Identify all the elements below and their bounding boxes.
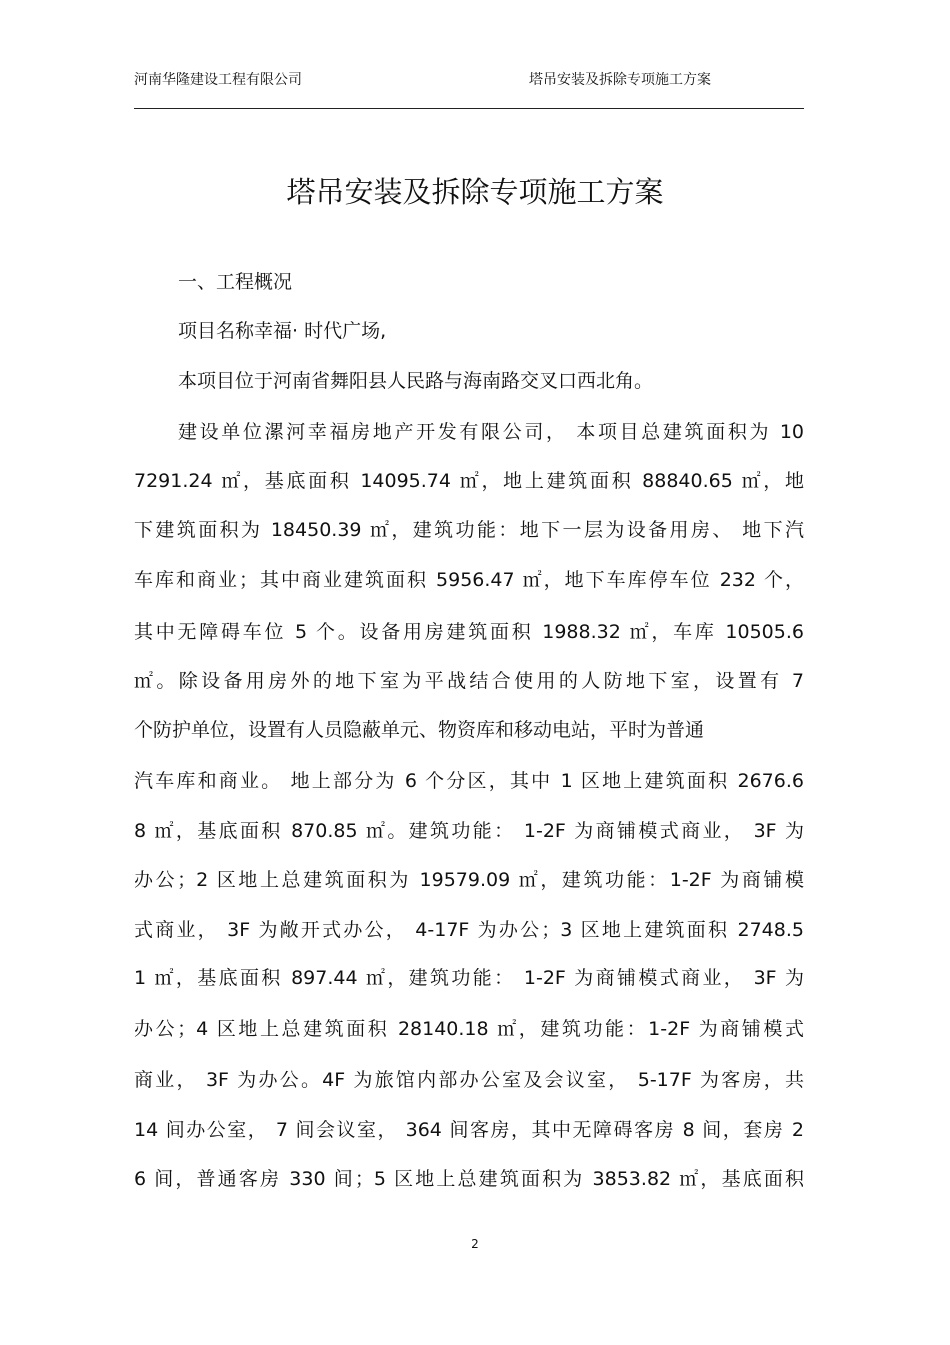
body-line: 个防护单位，设置有人员隐蔽单元、物资库和移动电站，平时为普通 [134, 719, 705, 741]
body-line: 下建筑面积为 18450.39 ㎡，建筑功能：地下一层为设备用房、 地下汽 [134, 519, 804, 541]
body-line: 7291.24 ㎡，基底面积 14095.74 ㎡，地上建筑面积 88840.65 ㎡，地 [134, 470, 804, 492]
body-line: 14 间办公室， 7 间会议室， 364 间客房，其中无障碍客房 8 间，套房 2 [134, 1119, 804, 1141]
body-line: 1 ㎡，基底面积 897.44 ㎡，建筑功能： 1-2F 为商铺模式商业， 3F 为 [134, 967, 804, 989]
header-divider [134, 108, 804, 109]
project-location-line: 本项目位于河南省舞阳县人民路与海南路交叉口西北角。 [178, 370, 654, 392]
body-line: 建设单位漯河幸福房地产开发有限公司， 本项目总建筑面积为 10 [178, 421, 804, 443]
body-line: ㎡。除设备用房外的地下室为平战结合使用的人防地下室，设置有 7 [134, 670, 804, 692]
body-line: 汽车库和商业。 地上部分为 6 个分区，其中 1 区地上建筑面积 2676.6 [134, 770, 804, 792]
section-heading: 一、工程概况 [178, 271, 293, 293]
body-line: 办公；4 区地上总建筑面积 28140.18 ㎡，建筑功能：1-2F 为商铺模式 [134, 1018, 804, 1040]
body-line: 其中无障碍车位 5 个。设备用房建筑面积 1988.32 ㎡，车库 10505.6 [134, 621, 804, 643]
project-name-line: 项目名称幸福· 时代广场, [178, 320, 387, 342]
body-line: 6 间，普通客房 330 间；5 区地上总建筑面积为 3853.82 ㎡，基底面积 [134, 1168, 804, 1190]
header-doc-name: 塔吊安装及拆除专项施工方案 [529, 72, 711, 88]
body-line: 办公；2 区地上总建筑面积为 19579.09 ㎡，建筑功能：1-2F 为商铺模 [134, 869, 804, 891]
body-line: 式商业， 3F 为敞开式办公， 4-17F 为办公；3 区地上建筑面积 2748.5 [134, 919, 804, 941]
page-number: 2 [471, 1237, 479, 1251]
body-line: 车库和商业；其中商业建筑面积 5956.47 ㎡，地下车库停车位 232 个， [134, 569, 804, 591]
body-line: 8 ㎡，基底面积 870.85 ㎡。建筑功能： 1-2F 为商铺模式商业， 3F 为 [134, 820, 804, 842]
header-company: 河南华隆建设工程有限公司 [134, 72, 302, 88]
body-line: 商业， 3F 为办公。4F 为旅馆内部办公室及会议室， 5-17F 为客房，共 [134, 1069, 804, 1091]
document-title: 塔吊安装及拆除专项施工方案 [286, 175, 664, 209]
